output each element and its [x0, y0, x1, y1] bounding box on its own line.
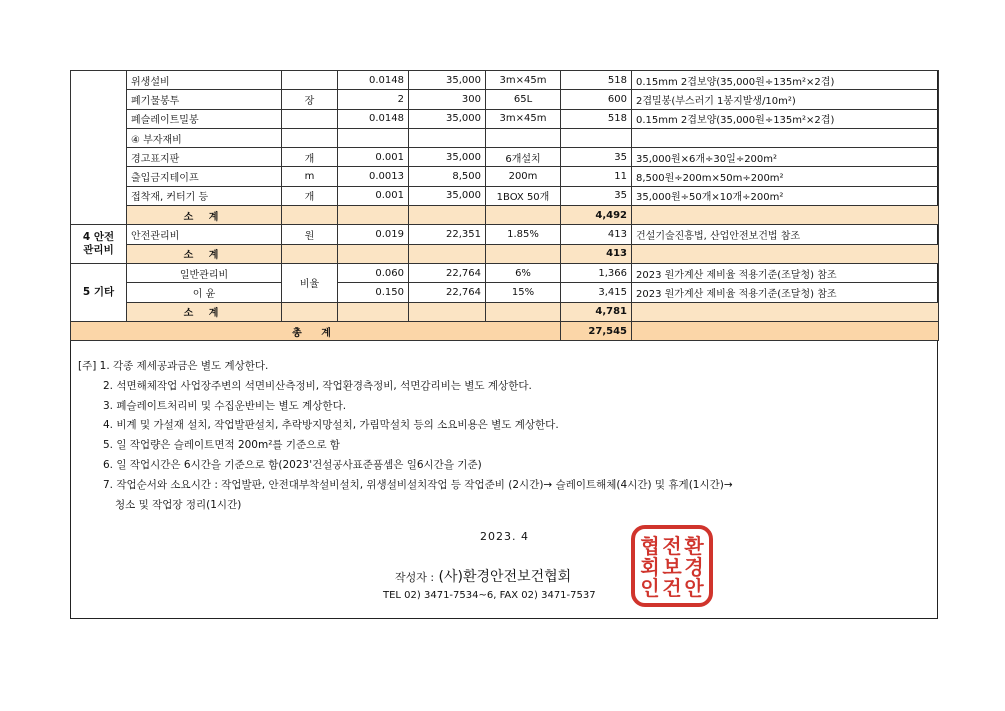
item-unit: m: [282, 167, 338, 186]
item-price: 22,351: [409, 225, 486, 244]
item-note: [632, 128, 939, 147]
item-note: 건설기술진흥법, 산업안전보건법 참조: [632, 225, 939, 244]
contact-info: TEL 02) 3471-7534~6, FAX 02) 3471-7537: [383, 590, 596, 601]
item-unit: [282, 109, 338, 128]
subtotal-label: 소 계: [127, 244, 282, 263]
item-note: 35,000원÷50개×10개÷200m²: [632, 186, 939, 205]
note-line: [주] 1. 각종 제세공과금은 별도 계상한다.: [78, 360, 269, 372]
item-amount: 518: [561, 109, 632, 128]
table-row: [71, 283, 939, 302]
item-amount: [561, 128, 632, 147]
item-unit: [282, 71, 338, 90]
item-name: 이 윤: [127, 283, 282, 302]
item-name: 출입금지테이프: [127, 167, 282, 186]
item-spec: 15%: [486, 283, 561, 302]
item-spec: [486, 128, 561, 147]
seal-character: 협: [640, 534, 660, 558]
item-qty: 0.060: [338, 263, 409, 282]
item-unit: [282, 128, 338, 147]
note-line: 4. 비계 및 가설재 설치, 작업발판설치, 추락방지망설치, 가림막설치 등의 소요비용은 별도 계상한다.: [103, 419, 559, 432]
item-price: 35,000: [409, 109, 486, 128]
table-row: [71, 109, 939, 128]
note-line: 3. 폐슬레이트처리비 및 수집운반비는 별도 계상한다.: [103, 399, 347, 412]
total-amount: 27,545: [561, 321, 632, 340]
item-qty: 0.0148: [338, 71, 409, 90]
item-qty: 0.001: [338, 148, 409, 167]
total-label: 총 계: [71, 321, 561, 340]
item-qty: 0.019: [338, 225, 409, 244]
author-line: [395, 566, 571, 586]
seal-character: 인: [640, 576, 660, 600]
item-spec: 200m: [486, 167, 561, 186]
seal-character: 안: [684, 576, 704, 600]
table-row: [71, 225, 939, 244]
item-price: 35,000: [409, 71, 486, 90]
item-name: 폐기물봉투: [127, 90, 282, 109]
category-cell-empty: [71, 71, 127, 225]
item-name: 위생설비: [127, 71, 282, 90]
total-row: [71, 321, 939, 340]
item-note: 35,000원×6개÷30일÷200m²: [632, 148, 939, 167]
note-line: 청소 및 작업장 정리(1시간): [115, 498, 242, 511]
item-spec: 3m×45m: [486, 109, 561, 128]
subtotal-amount: 4,781: [561, 302, 632, 321]
item-spec: 1.85%: [486, 225, 561, 244]
item-price: 35,000: [409, 148, 486, 167]
item-spec: 65L: [486, 90, 561, 109]
item-price: 8,500: [409, 167, 486, 186]
item-qty: 0.0148: [338, 109, 409, 128]
notes-section: [78, 357, 733, 515]
item-price: 35,000: [409, 186, 486, 205]
item-note: 2023 원가계산 제비율 적용기준(조달청) 참조: [632, 283, 939, 302]
seal-character: 경: [684, 555, 704, 579]
subtotal-amount: 413: [561, 244, 632, 263]
item-spec: 6%: [486, 263, 561, 282]
item-note: 8,500원÷200m×50m÷200m²: [632, 167, 939, 186]
table-row: [71, 128, 939, 147]
item-note: 2023 원가계산 제비율 적용기준(조달청) 참조: [632, 263, 939, 282]
item-name: 접착재, 커터기 등: [127, 186, 282, 205]
item-note: 2겹밀봉(부스러기 1봉지발생/10m²): [632, 90, 939, 109]
note-line: 6. 일 작업시간은 6시간을 기준으로 함(2023'건설공사표준품셈은 일6시간을 기준): [103, 458, 482, 471]
note-line: 2. 석면해체작업 사업장주변의 석면비산측정비, 작업환경측정비, 석면감리비는 별도 계상한다.: [103, 379, 532, 392]
author-name: (사)환경안전보건협회: [438, 569, 572, 585]
item-name: 경고표지판: [127, 148, 282, 167]
item-price: [409, 128, 486, 147]
item-name: 폐슬레이트밀봉: [127, 109, 282, 128]
item-unit: 장: [282, 90, 338, 109]
document-date: 2023. 4: [480, 530, 529, 543]
item-amount: 600: [561, 90, 632, 109]
note-line: 5. 일 작업량은 슬레이트면적 200m²를 기준으로 함: [103, 439, 340, 452]
item-amount: 518: [561, 71, 632, 90]
seal-character: 건: [662, 576, 682, 600]
item-amount: 35: [561, 186, 632, 205]
item-qty: [338, 128, 409, 147]
item-amount: 11: [561, 167, 632, 186]
table-row: [71, 71, 939, 90]
item-qty: 0.150: [338, 283, 409, 302]
ratio-unit: 비율: [282, 263, 338, 302]
item-note: 0.15mm 2겹보양(35,000원÷135m²×2겹): [632, 109, 939, 128]
category-other: 5 기타: [71, 263, 127, 321]
subtotal-row: [71, 244, 939, 263]
item-qty: 0.001: [338, 186, 409, 205]
item-spec: 1BOX 50개: [486, 186, 561, 205]
subtotal-row: [71, 206, 939, 225]
item-name: 안전관리비: [127, 225, 282, 244]
item-spec: 3m×45m: [486, 71, 561, 90]
note-line: 7. 작업순서와 소요시간 : 작업발판, 안전대부착설비설치, 위생설비설치작업 등 작업준비 (2시간)→ 슬레이트해체(4시간) 및 휴게(1시간)→: [103, 478, 733, 491]
item-unit: 개: [282, 186, 338, 205]
seal-character: 전: [662, 534, 682, 558]
cost-table: [70, 70, 939, 341]
item-unit: 원: [282, 225, 338, 244]
table-row: [71, 263, 939, 282]
official-seal-icon: [630, 524, 714, 608]
item-spec: 6개설치: [486, 148, 561, 167]
seal-character: 환: [684, 534, 704, 558]
subtotal-amount: 4,492: [561, 206, 632, 225]
table-row: [71, 148, 939, 167]
item-qty: 0.0013: [338, 167, 409, 186]
seal-character: 회: [640, 555, 660, 579]
item-price: 300: [409, 90, 486, 109]
category-safety: 4 안전 관리비: [71, 225, 127, 264]
subtotal-label: 소 계: [127, 302, 282, 321]
item-amount: 413: [561, 225, 632, 244]
item-amount: 1,366: [561, 263, 632, 282]
item-note: 0.15mm 2겹보양(35,000원÷135m²×2겹): [632, 71, 939, 90]
item-unit: 개: [282, 148, 338, 167]
subtotal-label: 소 계: [127, 206, 282, 225]
author-label: 작성자 :: [395, 571, 435, 584]
table-row: [71, 167, 939, 186]
seal-character: 보: [662, 555, 682, 579]
table-row: [71, 186, 939, 205]
item-price: 22,764: [409, 263, 486, 282]
table-row: [71, 90, 939, 109]
item-qty: 2: [338, 90, 409, 109]
subtotal-row: [71, 302, 939, 321]
item-price: 22,764: [409, 283, 486, 302]
item-name: 일반관리비: [127, 263, 282, 282]
item-name: ④ 부자재비: [127, 128, 282, 147]
item-amount: 3,415: [561, 283, 632, 302]
item-amount: 35: [561, 148, 632, 167]
